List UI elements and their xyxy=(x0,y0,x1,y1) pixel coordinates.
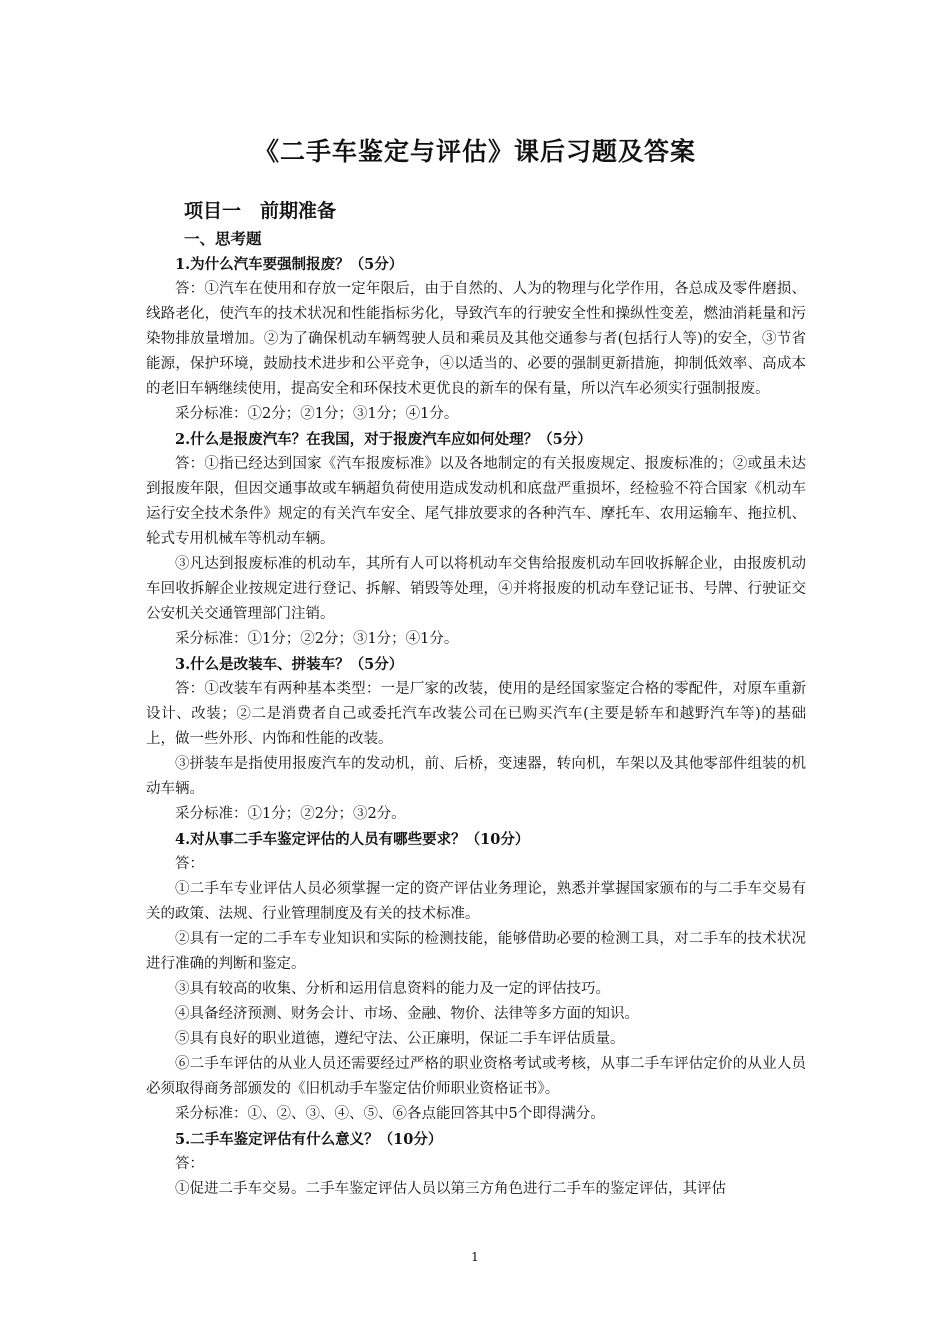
answer-paragraph: 答：①指已经达到国家《汽车报废标准》以及各地制定的有关报废规定、报废标准的；②或虽未达到报废年限，但因交通事故或车辆超负荷使用造成发动机和底盘严重损坏，经检验不符合国家《机动车运行安全技术条件》规定的有关汽车安全、尾气排放要求的各种汽车、摩托车、农用运输车、拖拉机、轮式专用机械车等机动车辆。 xyxy=(146,456,806,547)
scoring-standard: 采分标准：①2分；②1分；③1分；④1分。 xyxy=(175,406,459,422)
answer-paragraph: ③拼装车是指使用报废汽车的发动机，前、后桥，变速器，转向机，车架以及其他零部件组装的机动车辆。 xyxy=(146,756,806,797)
page-number: 1 xyxy=(471,1250,479,1264)
question-heading: 2.什么是报废汽车？在我国，对于报废汽车应如何处理？（5分） xyxy=(175,431,592,448)
answer-paragraph: 答： xyxy=(175,856,204,872)
scoring-standard: 采分标准：①1分；②2分；③1分；④1分。 xyxy=(175,631,459,647)
answer-paragraph: ⑥二手车评估的从业人员还需要经过严格的职业资格考试或考核，从事二手车评估定价的从业人员必须取得商务部颁发的《旧机动手车鉴定估价师职业资格证书》。 xyxy=(146,1056,806,1097)
answer-paragraph: ③具有较高的收集、分析和运用信息资料的能力及一定的评估技巧。 xyxy=(175,981,610,997)
question-heading: 1.为什么汽车要强制报废？（5分） xyxy=(175,256,404,273)
subsection-heading: 一、思考题 xyxy=(184,229,262,248)
answer-paragraph: 答：①汽车在使用和存放一定年限后，由于自然的、人为的物理与化学作用，各总成及零件磨损、线路老化，使汽车的技术状况和性能指标劣化，导致汽车的行驶安全性和操纵性变差，燃油消耗量和污染物排放量增加。②为了确保机动车辆驾驶人员和乘员及其他交通参与者(包括行人等)的安全，③节省能源，保护环境，鼓励技术进步和公平竞争，④以适当的、必要的强制更新措施，抑制低效率、高成本的老旧车辆继续使用，提高安全和环保技术更优良的新车的保有量，所以汽车必须实行强制报废。 xyxy=(146,281,806,397)
scoring-standard: 采分标准：①1分；②2分；③2分。 xyxy=(175,806,406,822)
scoring-standard: 采分标准：①、②、③、④、⑤、⑥各点能回答其中5个即得满分。 xyxy=(175,1106,605,1122)
document-body xyxy=(146,196,806,1202)
document-title: 《二手车鉴定与评估》课后习题及答案 xyxy=(253,137,696,166)
answer-paragraph: ①二手车专业评估人员必须掌握一定的资产评估业务理论，熟悉并掌握国家颁布的与二手车交易有关的政策、法规、行业管理制度及有关的技术标准。 xyxy=(146,881,806,922)
answer-paragraph: ②具有一定的二手车专业知识和实际的检测技能，能够借助必要的检测工具，对二手车的技术状况进行准确的判断和鉴定。 xyxy=(146,931,806,972)
answer-paragraph: ①促进二手车交易。二手车鉴定评估人员以第三方角色进行二手车的鉴定评估，其评估 xyxy=(175,1181,726,1197)
section-heading: 项目一 前期准备 xyxy=(184,200,337,222)
answer-paragraph: ③凡达到报废标准的机动车，其所有人可以将机动车交售给报废机动车回收拆解企业，由报废机动车回收拆解企业按规定进行登记、拆解、销毁等处理，④并将报废的机动车登记证书、号牌、行驶证交公安机关交通管理部门注销。 xyxy=(146,556,806,622)
question-heading: 5.二手车鉴定评估有什么意义？（10分） xyxy=(175,1131,443,1148)
answer-paragraph: 答： xyxy=(175,1156,204,1172)
answer-paragraph: ⑤具有良好的职业道德，遵纪守法、公正廉明，保证二手车评估质量。 xyxy=(175,1031,625,1047)
answer-paragraph: ④具备经济预测、财务会计、市场、金融、物价、法律等多方面的知识。 xyxy=(175,1006,639,1022)
question-heading: 4.对从事二手车鉴定评估的人员有哪些要求？（10分） xyxy=(175,831,530,848)
question-heading: 3.什么是改装车、拼装车？（5分） xyxy=(175,656,404,673)
answer-paragraph: 答：①改装车有两种基本类型：一是厂家的改装，使用的是经国家鉴定合格的零配件，对原车重新设计、改装；②二是消费者自己或委托汽车改装公司在已购买汽车(主要是轿车和越野汽车等)的基础上，做一些外形、内饰和性能的改装。 xyxy=(146,681,806,747)
